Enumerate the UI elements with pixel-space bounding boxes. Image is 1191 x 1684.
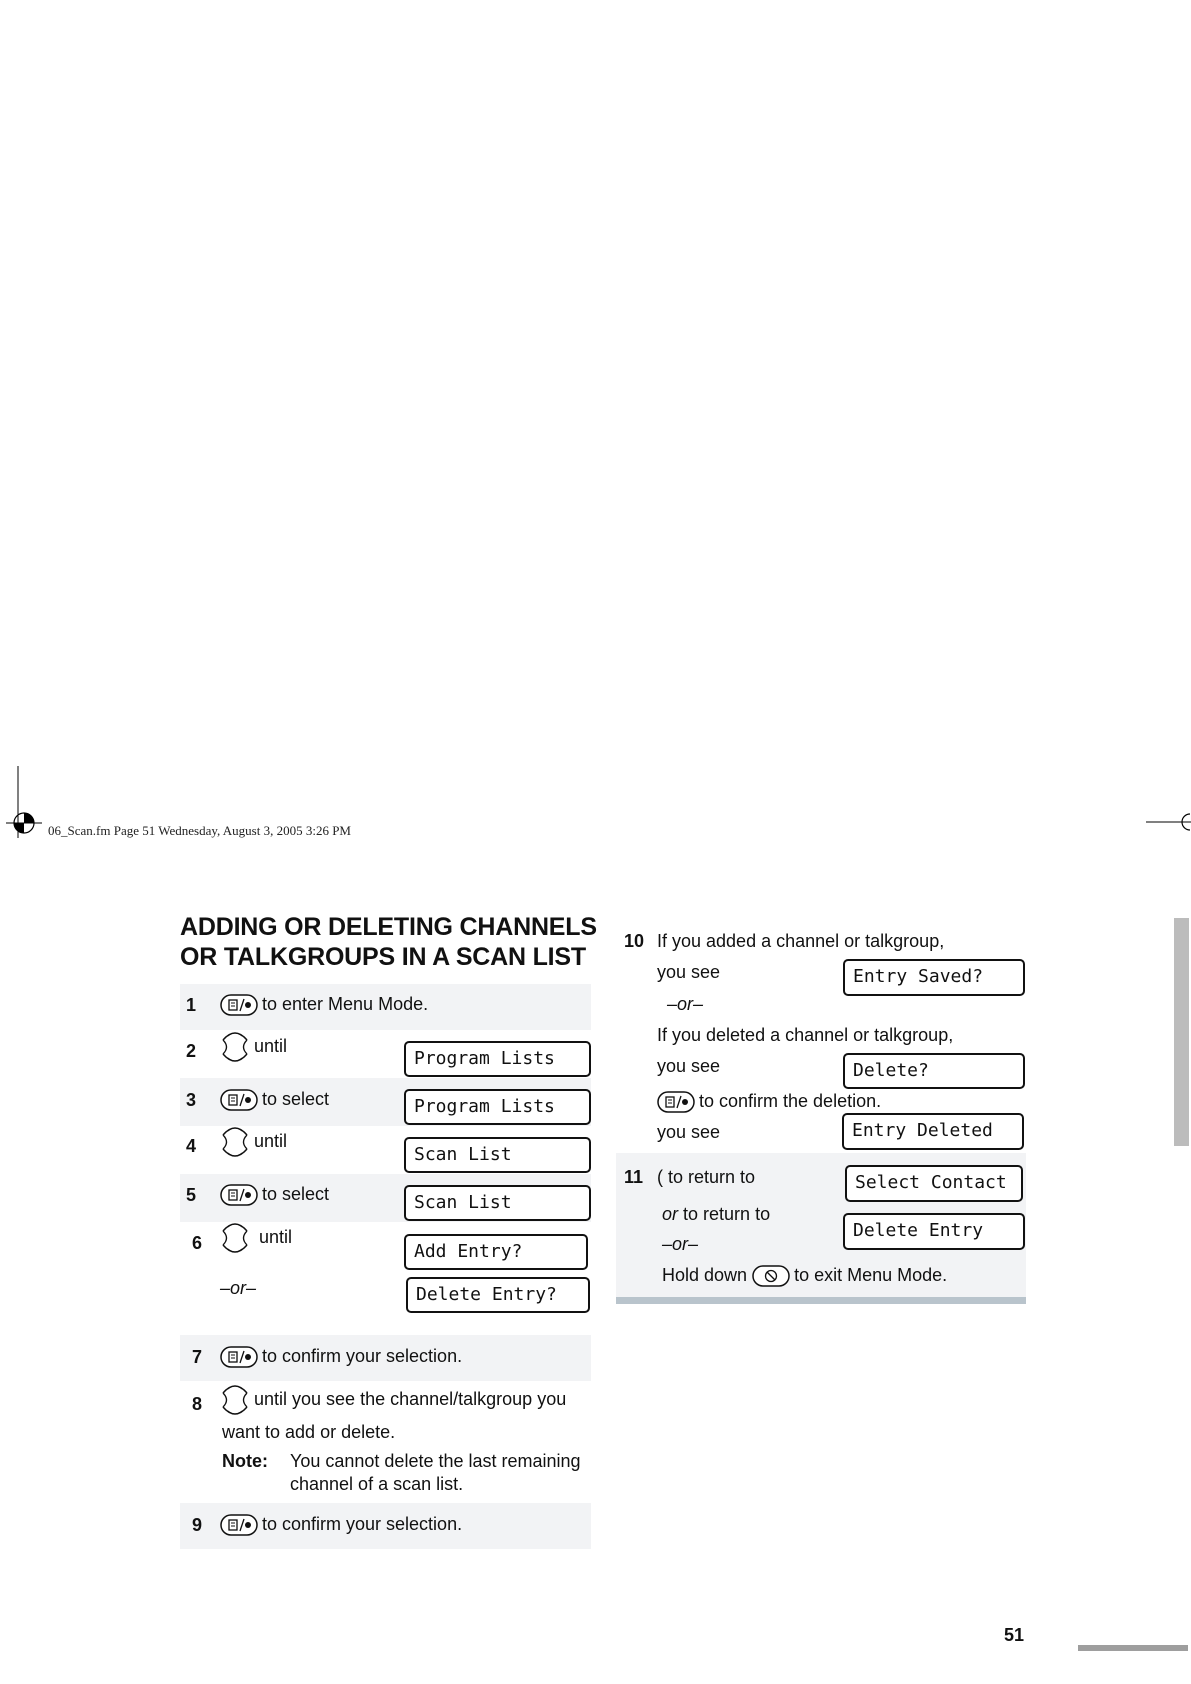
or-separator: –or– [220, 1278, 257, 1298]
step-number: 5 [186, 1185, 197, 1205]
step-number: 6 [192, 1233, 203, 1253]
step-10-deleted-text: If you deleted a channel or talkgroup, [657, 1025, 954, 1045]
lcd-display: Scan List [404, 1185, 591, 1221]
registration-mark-icon [1146, 810, 1191, 834]
step-11-bottom-bar [616, 1297, 1026, 1304]
step-9-text: to confirm your selection. [220, 1514, 462, 1536]
step-number: 2 [186, 1041, 197, 1061]
step-1-text: to enter Menu Mode. [220, 994, 428, 1016]
step-number: 4 [186, 1136, 197, 1156]
note-label: Note: [222, 1451, 268, 1471]
note-text-cont: channel of a scan list. [290, 1474, 464, 1494]
step-number: 3 [186, 1090, 197, 1110]
page-title [180, 912, 597, 972]
you-see-label: you see [657, 1056, 721, 1076]
you-see-label: you see [657, 962, 721, 982]
step-number: 7 [192, 1347, 203, 1367]
menu-select-key-icon [220, 1346, 258, 1368]
step-8-text-cont: want to add or delete. [222, 1422, 396, 1442]
lcd-display: Program Lists [404, 1089, 591, 1125]
file-header: 06_Scan.fm Page 51 Wednesday, August 3, 2005 3:26 PM [48, 823, 351, 838]
step-number: 9 [192, 1515, 203, 1535]
scroll-key-icon [220, 1219, 250, 1257]
scroll-key-icon [220, 1123, 250, 1161]
step-5-text: to select [220, 1184, 329, 1206]
step-number: 10 [624, 931, 645, 951]
scroll-key-icon [220, 1028, 250, 1066]
footer-bar [1078, 1645, 1188, 1651]
lcd-display: Delete Entry [843, 1213, 1025, 1250]
lcd-display: Add Entry? [404, 1234, 588, 1270]
lcd-display: Select Contact [845, 1165, 1023, 1202]
menu-select-key-icon [220, 1184, 258, 1206]
step-11-line-2: or to return to [662, 1204, 771, 1224]
step-2-text: until [220, 1028, 287, 1066]
scroll-key-icon [220, 1381, 250, 1419]
menu-select-key-icon [220, 994, 258, 1016]
step-8-text: until you see the channel/talkgroup you [220, 1381, 566, 1419]
title-line-1: ADDING OR DELETING CHANNELS [180, 913, 597, 941]
step-number: 11 [624, 1167, 644, 1187]
title-line-2: OR TALKGROUPS IN A SCAN LIST [180, 943, 586, 971]
or-separator: –or– [662, 1234, 699, 1254]
lcd-display: Entry Saved? [843, 959, 1025, 996]
chapter-side-tab [1174, 918, 1189, 1146]
step-3-text: to select [220, 1089, 329, 1111]
menu-select-key-icon [220, 1089, 258, 1111]
home-key-icon [752, 1265, 790, 1287]
step-11-hold-text: Hold down to exit Menu Mode. [662, 1265, 947, 1287]
menu-select-key-icon [220, 1514, 258, 1536]
step-10-added-text: If you added a channel or talkgroup, [657, 931, 945, 951]
lcd-display: Entry Deleted [842, 1113, 1024, 1150]
step-7-text: to confirm your selection. [220, 1346, 462, 1368]
registration-mark-icon [6, 766, 42, 838]
menu-select-key-icon [657, 1091, 695, 1113]
step-11-line-1: ( to return to [657, 1167, 756, 1187]
lcd-display: Delete Entry? [406, 1277, 590, 1313]
step-number: 1 [186, 995, 197, 1015]
or-separator: –or– [667, 994, 704, 1014]
step-number: 8 [192, 1394, 203, 1414]
note-text: You cannot delete the last remaining [290, 1451, 581, 1471]
step-10-confirm-text: to confirm the deletion. [657, 1091, 881, 1113]
you-see-label: you see [657, 1122, 721, 1142]
lcd-display: Delete? [843, 1053, 1025, 1089]
step-4-text: until [220, 1123, 287, 1161]
lcd-display: Scan List [404, 1137, 591, 1173]
lcd-display: Program Lists [404, 1041, 591, 1077]
page-number: 51 [1004, 1625, 1025, 1645]
step-6-text: until [220, 1219, 292, 1257]
